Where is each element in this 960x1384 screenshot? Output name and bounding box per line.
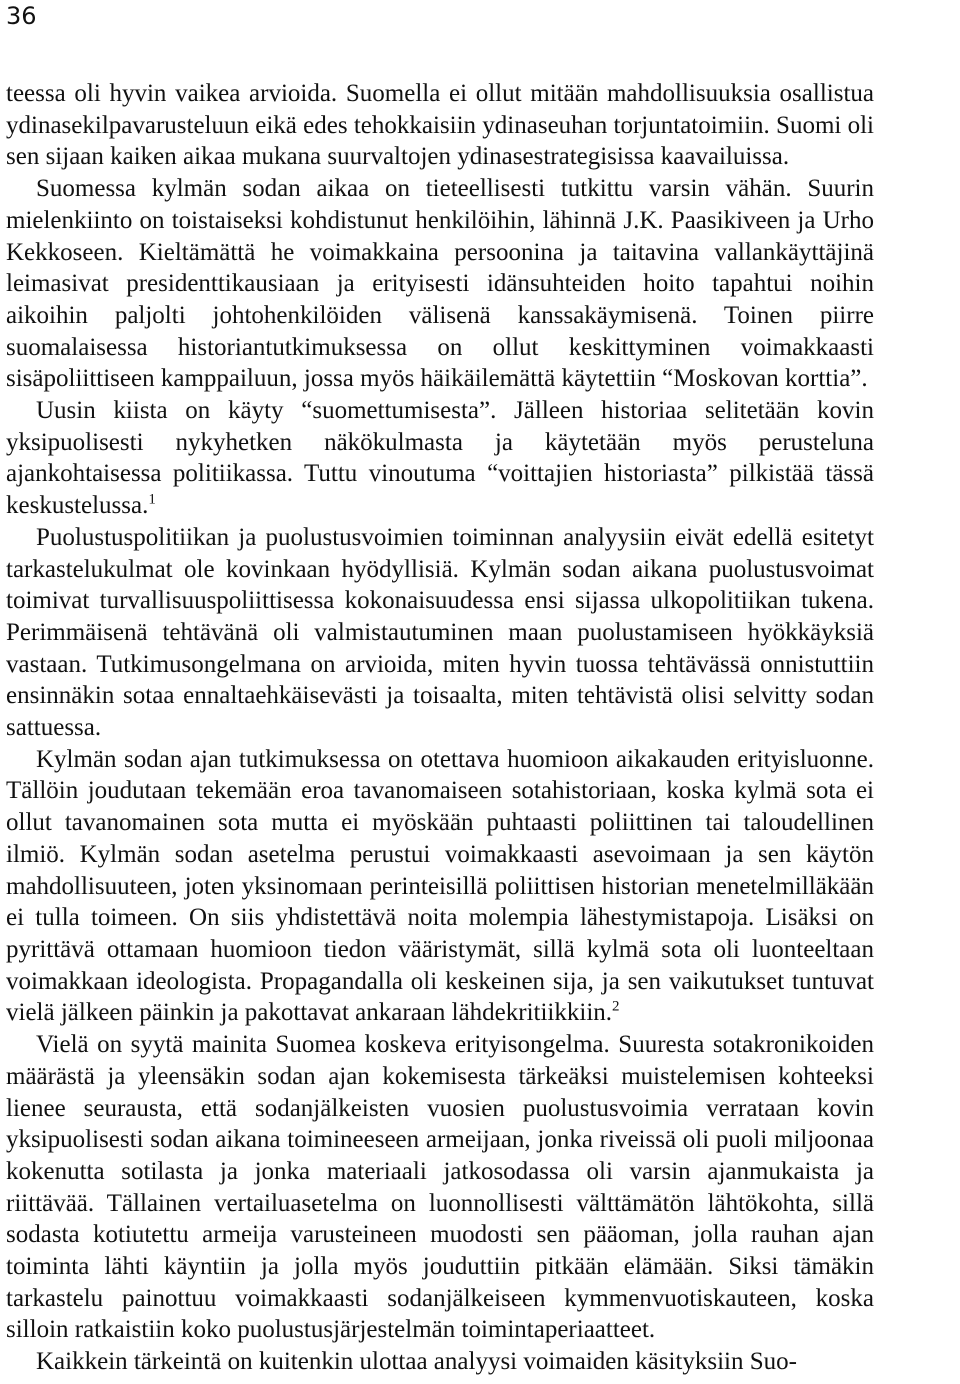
footnote-reference: 2 — [612, 999, 620, 1016]
paragraph-text: Uusin kiista on käyty “suomettumisesta”. Jälleen historiaa selitetään kovin yksipuolisesti nykyhetken näkökulmasta ja käytetään myös perusteluna ajankohtaisessa politiikassa. Tuttu vinoutuma “voittajien historiasta” pilkistää tässä keskustelussa. — [6, 397, 874, 520]
article-body — [6, 78, 874, 1378]
paragraph-text: Vielä on syytä mainita Suomea koskeva erityisongelma. Suuresta sotakronikoiden määrästä ja yleensäkin sodan ajan kokemisesta tärkeäksi muistelemisen kohteeksi lienee seurausta, että sodanjälkeisten vuosien puolustusvoimia verrataan kovin yksipuolisesti sodan aikana toimineeseen armeijaan, jonka riveissä oli puoli miljoonaa kokenutta sotilasta ja jonka materiaali jatkosodassa oli varsin ajanmukaista ja riittävää. Tällainen vertailuasetelma on luonnollisesti välttämätön lähtökohta, sillä sodasta kotiutettu armeija varusteineen muodosti sen pääoman, jolla rauhan ajan toiminta lähti käyntiin ja jolla myös jouduttiin pitkään elämään. Siksi tämäkin tarkastelu painottuu voimakkaasti sodanjälkeiseen kymmenvuotiskauteen, koska silloin ratkaistiin koko puolustusjärjestelmän toimintaperiaatteet. — [6, 1031, 874, 1344]
page-number: 36 — [6, 2, 37, 30]
paragraph-text: Puolustuspolitiikan ja puolustusvoimien toiminnan analyysiin eivät edellä esitetyt tarkastelukulmat ole kovinkaan hyödyllisiä. Kylmän sodan aikana puolustusvoimat toimivat turvallisuuspoliittisessa kokonaisuudessa ensi sijassa ulkopolitiikan tukena. Perimmäisenä tehtävänä oli valmistautuminen maan puolustamiseen hyökkäyksiä vastaan. Tutkimusongelmana on arvioida, miten hyvin tuossa tehtävässä onnistuttiin ensinnäkin sotaa ennaltaehkäisevästi ja toisaalta, miten tehtävistä olisi selvitty sodan sattuessa. — [6, 523, 874, 742]
paragraph-text: Kylmän sodan ajan tutkimuksessa on otettava huomioon aikakauden erityisluonne. Tällöin joudutaan tekemään eroa tavanomaiseen sotahistoriaan, koska kylmä sota ei ollut tavanomainen sota mutta ei myöskään puhtaasti poliittinen tai taloudellinen ilmiö. Kylmän sodan asetelma perustui voimakkaasti asevoimaan ja sen käytön mahdollisuuteen, joten yksinomaan perinteisillä poliittisen historian menetelmilläkään ei tulla toimeen. On siis yhdistettävä noita molempia lähestymistapoja. Lisäksi on pyrittävä ottamaan huomioon tiedon vääristymät, sillä kylmä sota oli luonteeltaan voimakkaan ideologista. Propagandalla oli keskeinen sija, ja sen vaikutukset tuntuvat vielä jälkeen päinkin ja pakottavat ankaraan lähdekritiikkiin. — [6, 745, 874, 1027]
paragraph-text: teessa oli hyvin vaikea arvioida. Suomella ei ollut mitään mahdollisuuksia osallistua ydinasekilpavarusteluun eikä edes tehokkaisiin ydinaseuhan torjuntatoimiin. Suomi oli sen sijaan kaiken aikaa mukana suurvaltojen ydinasestrategisissa kaavailuissa. — [6, 80, 874, 171]
paragraph — [6, 395, 874, 522]
footnote-reference: 1 — [148, 491, 156, 508]
paragraph — [6, 1346, 874, 1378]
paragraph — [6, 744, 874, 1029]
paragraph-text: Suomessa kylmän sodan aikaa on tieteellisesti tutkittu varsin vähän. Suurin mielenkiinto on toistaiseksi kohdistunut henkilöihin, lähinnä J.K. Paasikiveen ja Urho Kekkoseen. Kieltämättä he voimakkaina persoonina ja taitavina vallankäyttäjinä leimasivat presidenttikausiaan ja erityisesti idänsuhteiden hoito tapahtui noihin aikoihin paljolti johtohenkilöiden välisenä kanssakäymisenä. Toinen piirre suomalaisessa historiantutkimuksessa on ollut keskittyminen voimakkaasti sisäpoliittiseen kamppailuun, jossa myös häikäilemättä käytettiin “Moskovan korttia”. — [6, 175, 874, 393]
paragraph-continued — [6, 78, 874, 173]
paragraph-text: Kaikkein tärkeintä on kuitenkin ulottaa analyysi voimaiden käsityksiin Suo- — [36, 1348, 797, 1376]
paragraph — [6, 173, 874, 395]
paragraph — [6, 522, 874, 744]
paragraph — [6, 1029, 874, 1346]
